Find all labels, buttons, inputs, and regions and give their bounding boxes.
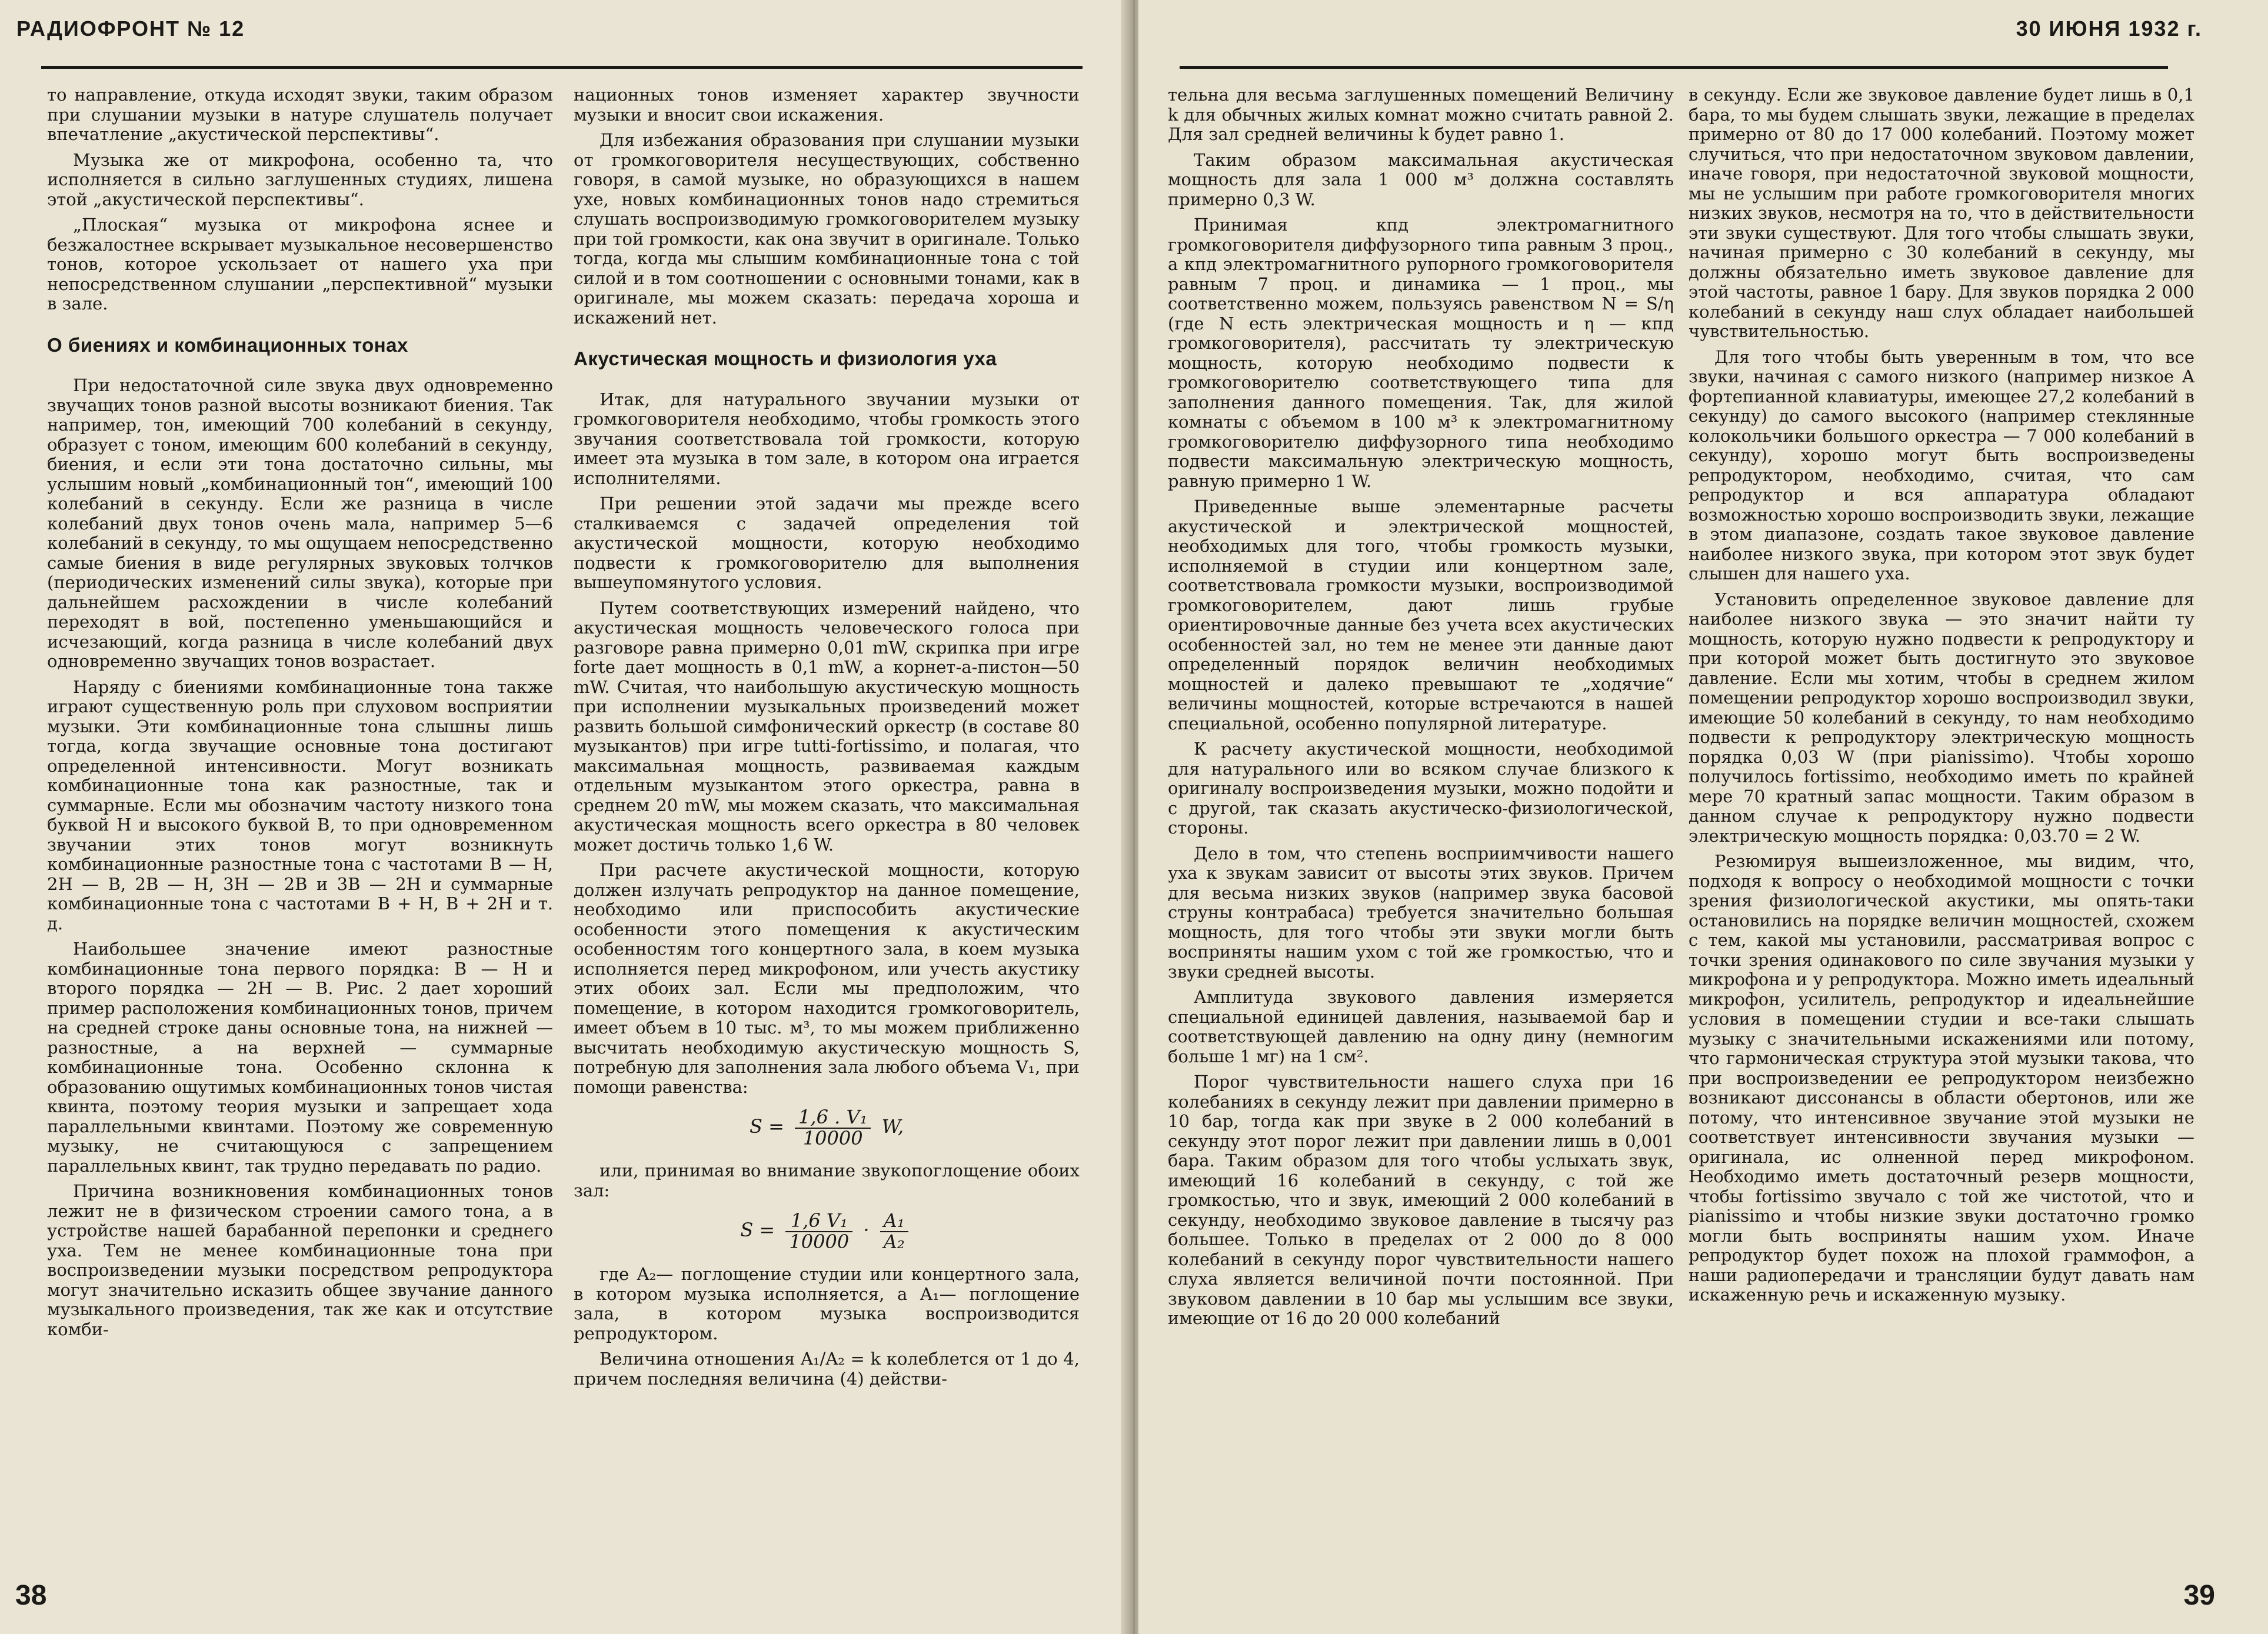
paragraph: Дело в том, что степень восприимчивости нашего уха к звукам зависит от высоты этих звуков. Причем для весьма низких звуков (например звука басовой струны контрабаса) требуется значительно большая мощность, для того чтобы эти звуки могли быть восприняты нашим ухом с той же громкостью, что и звуки средней высоты. [1168, 843, 1674, 982]
formula-numerator: 1,6 V₁ [785, 1211, 852, 1232]
section-heading: О биениях и комбинационных тонах [47, 334, 408, 356]
formula-lhs: S = [740, 1219, 775, 1241]
paragraph: Итак, для натурального звучании музыки от громкоговорителя необходимо, чтобы громкость этого звучания соответствовала той громкости, которую имеет эта музыка в том зале, в котором она играется исполнителями. [574, 389, 1080, 488]
header-rule-left [41, 66, 1083, 69]
formula-denominator: 10000 [802, 1126, 863, 1149]
formula-rhs: W, [881, 1115, 904, 1138]
running-head-right: 30 ИЮНЯ 1932 г. [2016, 16, 2202, 41]
formula-lhs: S = [749, 1115, 784, 1138]
paragraph: При решении этой задачи мы прежде всего сталкиваемся с задачей определения той акустической мощности, которую необходимо подвести к громкоговорителю для выполнения вышеупомянутого условия. [574, 493, 1080, 592]
left-column-1 [47, 85, 553, 1345]
paragraph: Величина отношения A₁/A₂ = k колеблется от 1 до 4, причем последняя величина (4) действи- [574, 1349, 1080, 1389]
formula-fraction [785, 1211, 852, 1252]
paragraph: Для избежания образования при слушании музыки от громкоговорителя несуществующих, собственно говоря, в самой музыке, но образующихся в нашем ухе, новых комбинационных тонов надо стремиться слушать воспроизводимую громкоговорителем музыку при той громкости, как она звучит в оригинале. Только тогда, когда мы слышим комбинационные тона с той силой и в том соотношении с основными тонами, как в оригинале, мы можем сказать: передача хороша и искажений нет. [574, 130, 1080, 328]
right-column-2 [1688, 85, 2194, 1311]
paragraph: Наибольшее значение имеют разностные комбинационные тона первого порядка: B — H и второго порядка — 2H — B. Рис. 2 дает хороший пример расположения комбинационных тонов, причем на средней строке даны основные тона, на нижней — разностные, а на верхней — суммарные комбинационные тона. Особенно склонна к образованию ощутимых комбинационных тонов чистая квинта, поэтому теория музыки и запрещает хода параллельными квинтами. Поэтому же современную музыку, не считающуюся с запрещением параллельных квинт, так трудно передавать по радио. [47, 939, 553, 1176]
formula-denominator: 10000 [789, 1230, 850, 1253]
paragraph: национных тонов изменяет характер звучности музыки и вносит свои искажения. [574, 85, 1080, 125]
page-number-left: 38 [15, 1580, 47, 1611]
running-head-left: РАДИОФРОНТ № 12 [16, 16, 245, 41]
paragraph: или, принимая во внимание звукопоглощение обоих зал: [574, 1161, 1080, 1201]
paragraph: К расчету акустической мощности, необходимой для натурального или во всяком случае близкого к оригиналу воспроизведения музыки, можно подойти и с другой, так сказать акустическо-физиологической, стороны. [1168, 739, 1674, 838]
paragraph: тельна для весьма заглушенных помещений Величину k для обычных жилых комнат можно считать равной 2. Для зал средней величины k будет равно 1. [1168, 85, 1674, 144]
paragraph: Принимая кпд электромагнитного громкоговорителя диффузорного типа равным 3 проц., а кпд электромагнитного рупорного громкоговорителя равным 7 проц. и динамика — 1 проц., мы соответственно можем, пользуясь равенством N = S/η (где N есть электрическая мощность и η — кпд громкоговорителя), рассчитать ту электрическую мощность, которую необходимо подвести к громкоговорителю соответствующего типа для заполнения данного помещения. Так, для жилой комнаты с объемом в 100 м³ к электромагнитному громкоговорителю диффузорного типа необходимо подвести максимальную электрическую мощность, равную примерно 1 W. [1168, 215, 1674, 491]
right-column-1 [1168, 85, 1674, 1335]
formula-fraction [795, 1108, 871, 1148]
formula-power [574, 1108, 1080, 1148]
paragraph: Порог чувствительности нашего слуха при 16 колебаниях в секунду лежит при давлении примерно в 10 бар, тогда как при звуке в 2 000 колебаний в секунду этот порог лежит при давлении лишь в 0,001 бара. Таким образом для того чтобы услыхать звук, имеющий 16 колебаний в секунду, с той же громкостью, что и звук, имеющий 2 000 колебаний в секунду, необходимо звуковое давление в тысячу раз большее. Только в пределах от 2 000 до 8 000 колебаний в секунду порог чувствительности нашего слуха является величиной почти постоянной. При звуковом давлении в 10 бар мы услышим все звуки, имеющие от 16 до 20 000 колебаний [1168, 1072, 1674, 1328]
formula-denominator: A₂ [883, 1230, 905, 1253]
paragraph: Амплитуда звукового давления измеряется специальной единицей давления, называемой бар и соответствующей давлению на одну дину (немногим больше 1 мг) на 1 см². [1168, 987, 1674, 1066]
left-page [0, 0, 1130, 1634]
paragraph: Наряду с биениями комбинационные тона также играют существенную роль при слуховом восприятии музыки. Эти комбинационные тона слышны лишь тогда, когда звучащие основные тона достигают определенной интенсивности. Могут возникать комбинационные тона как разностные, так и суммарные. Если мы обозначим частоту низкого тона буквой H и высокого буквой B, то при одновременном звучании этих тонов могут возникнуть комбинационные разностные тона с частотами B — H, 2H — B, 2B — H, 3H — 2B и 3B — 2H и суммарные комбинационные тона с частотами B + H, B + 2H и т. д. [47, 676, 553, 933]
paragraph: „Плоская“ музыка от микрофона яснее и безжалостнее вскрывает музыкальное несовершенство тонов, которое ускользает от нашего уха при непосредственном слушании „перспективной“ музыки в зале. [47, 215, 553, 314]
paragraph: Причина возникновения комбинационных тонов лежит не в физическом строении самого тона, а в устройстве нашей барабанной перепонки и среднего уха. Тем не менее комбинационные тона при воспроизведении музыки посредством репродуктора могут значительно исказить общее звучание данного музыкального произведения, так же как и отсутствие комби- [47, 1181, 553, 1339]
formula-power-absorption: S = $\frac{\text{1,6 V₁}}{10000}$ · $\frac{\text{A₁}}{\text{A₂}}$ [574, 1211, 1080, 1252]
left-column-2 [574, 85, 1080, 1395]
right-page [1138, 0, 2268, 1634]
formula-numerator: A₁ [880, 1211, 908, 1232]
paragraph: Резюмируя вышеизложенное, мы видим, что, подходя к вопросу о необходимой мощности с точки зрения физиологической акустики, мы опять-таки остановились на порядке величин мощностей, схожем с тем, какой мы установили, рассматривая вопрос с точки зрения одинакового по силе звучания музыки у микрофона и у репродуктора. Можно иметь идеальный микрофон, усилитель, репродуктор и идеальнейшие условия в помещении студии и все-таки слышать музыку с значительными искажениями или потому, что гармоническая структура этой музыки такова, что при воспроизведении ее репродуктором неизбежно возникают диссонансы в области обертонов, или же потому, что интенсивное звучание этой музыки не соответствует интенсивности звучания музыки — оригинала, ис олненной перед микрофоном. Необходимо иметь достаточный резерв мощности, чтобы fortissimo звучало с той же чистотой, что и pianissimo и чтобы низкие звуки достаточно громко могли быть восприняты нашим ухом. Иначе репродуктор будет похож на плохой граммофон, а наши радиопередачи и трансляции будут давать нам искаженную речь и искаженную музыку. [1688, 851, 2194, 1305]
paragraph: Приведенные выше элементарные расчеты акустической и электрической мощностей, необходимых для того, чтобы громкость музыки, исполняемой в студии или концертном зале, соответствовала громкости музыки, воспроизводимой громкоговорителем, дают лишь грубые ориентировочные данные без учета всех акустических особенностей зал, но тем не менее эти данные дают определенный порядок величин необходимых мощностей и далеко превышают те „ходячие“ величины мощностей, которые встречаются в нашей специальной, особенно популярной литературе. [1168, 496, 1674, 733]
paragraph: в секунду. Если же звуковое давление будет лишь в 0,1 бара, то мы будем слышать звуки, лежащие в пределах примерно от 80 до 17 000 колебаний. Поэтому может случиться, что при недостаточном звуковом давлении, иначе говоря, при недостаточной звуковой мощности, мы не услышим при работе громкоговорителя многих низких звуков, несмотря на то, что в действительности эти звуки существуют. Для того чтобы слышать звуки, начиная примерно с 30 колебаний в секунду, мы должны обязательно иметь звуковое давление для этой частоты, равное 1 бару. Для звуков порядка 2 000 колебаний в секунду наш слух обладает наибольшей чувствительностью. [1688, 85, 2194, 341]
paragraph: Музыка же от микрофона, особенно та, что исполняется в сильно заглушенных студиях, лишена этой „акустической перспективы“. [47, 149, 553, 209]
paragraph: Путем соответствующих измерений найдено, что акустическая мощность человеческого голоса при разговоре равна примерно 0,01 mW, скрипка при игре forte дает мощность в 0,1 mW, а корнет-а-пистон—50 mW. Считая, что наибольшую акустическую мощность при исполнении музыкальных произведений может развить большой симфонический оркестр (в составе 80 музыкантов) при игре tutti-fortissimo, и полагая, что максимальная мощность, развиваемая каждым отдельным музыкантом этого оркестра, равна в среднем 20 mW, мы можем сказать, что максимальная акустическая мощность всего оркестра в 80 человек может достичь только 1,6 W. [574, 598, 1080, 855]
formula-numerator: 1,6 . V₁ [795, 1108, 871, 1129]
formula-fraction-absorption [880, 1211, 908, 1252]
paragraph: При расчете акустической мощности, которую должен излучать репродуктор на данное помещение, необходимо или приспособить акустические особенности этого помещения к акустическим особенностям того концертного зала, в коем музыка исполняется перед микрофоном, или учесть акустику этих обоих зал. Если мы предположим, что помещение, в котором находится громкоговоритель, имеет объем в 10 тыс. м³, то мы можем приближенно высчитать необходимую акустическую мощность S, потребную для заполнения зала любого объема V₁, при помощи равенства: [574, 860, 1080, 1097]
paragraph: то направление, откуда исходят звуки, таким образом при слушании музыки в натуре слушатель получает впечатление „акустической перспективы“. [47, 85, 553, 144]
paragraph: Для того чтобы быть уверенным в том, что все звуки, начиная с самого низкого (например низкое A фортепианной клавиатуры, имеющее 27,2 колебаний в секунду) до самого высокого (например стеклянные колокольчики большого оркестра — 7 000 колебаний в секунду), хорошо могут быть воспроизведены репродуктором, необходимо, считая, что сам репродуктор и вся аппаратура обладают возможностью хорошо воспроизводить звуки, лежащие в этом диапазоне, создать такое звуковое давление наиболее низкого звука, при котором этот звук будет слышен для нашего уха. [1688, 346, 2194, 583]
paragraph: Установить определенное звуковое давление для наиболее низкого звука — это значит найти ту мощность, которую нужно подвести к репродуктору и при которой может быть достигнуто это звуковое давление. Если мы хотим, чтобы в среднем жилом помещении репродуктор хорошо воспроизводил звуки, имеющие 50 колебаний в секунду, то нам необходимо подвести к репродуктору электрическую мощность порядка 0,03 W (при pianissimo). Чтобы хорошо получилось fortissimo, необходимо иметь по крайней мере 70 кратный запас мощности. Таким образом в данном случае к репродуктору нужно подвести электрическую мощность порядка: 0,03.70 = 2 W. [1688, 589, 2194, 846]
header-rule-right [1180, 66, 2168, 69]
paragraph: где A₂— поглощение студии или концертного зала, в котором музыка исполняется, а A₁— поглощение зала, в котором музыка воспроизводится репродуктором. [574, 1264, 1080, 1343]
paragraph: При недостаточной силе звука двух одновременно звучащих тонов разной высоты возникают биения. Так например, тон, имеющий 700 колебаний в секунду, образует с тоном, имеющим 600 колебаний в секунду, биения, и если эти тона достаточно сильны, мы услышим новый „комбинационный тон“, имеющий 100 колебаний в секунду. Если же разница в числе колебаний двух тонов очень мала, например 5—6 колебаний в секунду, то мы ощущаем непосредственно самые биения в виде регулярных звуковых толчков (периодических изменений силы звука), которые при дальнейшем расхождении в числе колебаний переходят в вой, постепенно уменьшающийся и исчезающий, когда разница в числе колебаний двух одновременно звучащих тонов возрастает. [47, 375, 553, 671]
paragraph: Таким образом максимальная акустическая мощность для зала 1 000 м³ должна составлять примерно 0,3 W. [1168, 149, 1674, 209]
section-heading: Акустическая мощность и физиология уха [574, 348, 997, 369]
page-number-right: 39 [2183, 1580, 2215, 1611]
